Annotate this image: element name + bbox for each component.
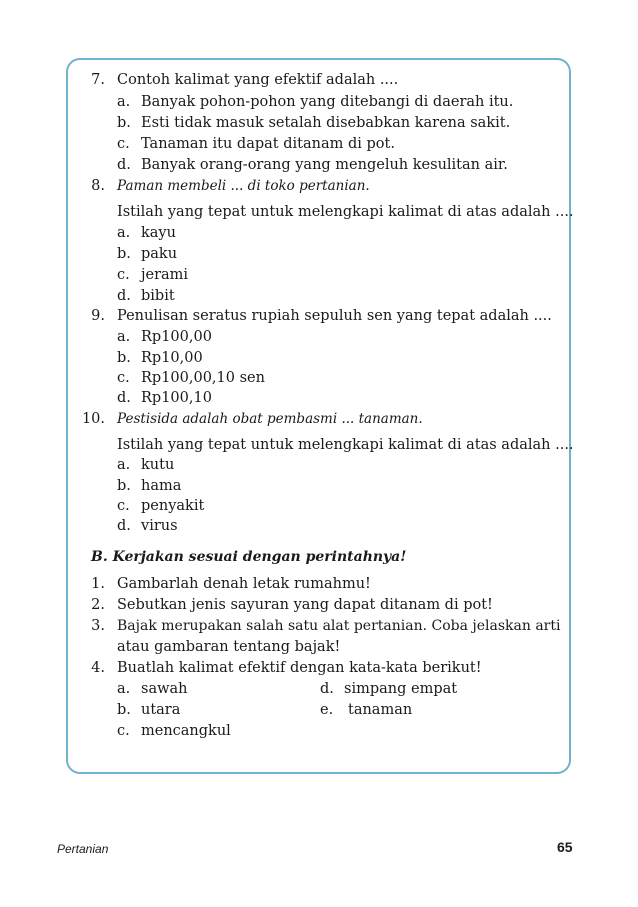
- option-letter: d.: [117, 518, 131, 534]
- task-text: Sebutkan jenis sayuran yang dapat ditanam di pot!: [117, 597, 493, 613]
- task-number: 3.: [91, 618, 105, 634]
- option-text: bibit: [141, 288, 175, 304]
- option-text: Rp100,00,10 sen: [141, 370, 265, 386]
- option-letter: c.: [117, 136, 130, 152]
- word-text: utara: [141, 702, 181, 718]
- page-number: 65: [557, 839, 573, 855]
- option-text: Banyak pohon-pohon yang ditebangi di daerah itu.: [141, 94, 514, 110]
- option-letter: b.: [117, 246, 131, 262]
- task-text: Buatlah kalimat efektif dengan kata-kata berikut!: [117, 660, 482, 676]
- task-number: 4.: [91, 660, 105, 676]
- option-text: Rp100,00: [141, 329, 212, 345]
- option-letter: d.: [117, 157, 131, 173]
- task-text: Gambarlah denah letak rumahmu!: [117, 576, 371, 592]
- option-text: hama: [141, 478, 182, 494]
- option-text: virus: [141, 518, 178, 534]
- word-text: sawah: [141, 681, 188, 697]
- option-letter: d.: [117, 390, 131, 406]
- word-text: simpang empat: [344, 681, 458, 697]
- option-letter: b.: [117, 478, 131, 494]
- option-text: jerami: [141, 267, 189, 283]
- task-number: 1.: [91, 576, 105, 592]
- option-text: Rp10,00: [141, 350, 203, 366]
- option-letter: c.: [117, 267, 130, 283]
- question-text: Contoh kalimat yang efektif adalah ....: [117, 72, 399, 88]
- option-letter: a.: [117, 225, 131, 241]
- option-letter: b.: [117, 115, 131, 131]
- question-number: 9.: [91, 308, 105, 324]
- word-letter: c.: [117, 723, 130, 739]
- question-prompt: Istilah yang tepat untuk melengkapi kalimat di atas adalah ....: [117, 204, 574, 220]
- option-text: Tanaman itu dapat ditanam di pot.: [141, 136, 395, 152]
- option-text: Rp100,10: [141, 390, 212, 406]
- option-letter: a.: [117, 329, 131, 345]
- option-text: Banyak orang-orang yang mengeluh kesulitan air.: [141, 157, 508, 173]
- option-text: paku: [141, 246, 178, 262]
- question-text: Pestisida adalah obat pembasmi ... tanaman.: [117, 411, 423, 427]
- word-letter: d.: [320, 681, 334, 697]
- question-number: 7.: [91, 72, 105, 88]
- option-letter: a.: [117, 94, 131, 110]
- word-text: tanaman: [348, 702, 413, 718]
- option-text: kutu: [141, 457, 175, 473]
- question-text: Paman membeli ... di toko pertanian.: [117, 178, 370, 194]
- question-number: 10.: [81, 411, 105, 427]
- question-text: Penulisan seratus rupiah sepuluh sen yang tepat adalah ....: [117, 308, 552, 324]
- option-letter: b.: [117, 350, 131, 366]
- option-text: Esti tidak masuk setalah disebabkan karena sakit.: [141, 115, 511, 131]
- task-text: Bajak merupakan salah satu alat pertanian. Coba jelaskan arti: [117, 618, 561, 634]
- task-number: 2.: [91, 597, 105, 613]
- word-letter: b.: [117, 702, 131, 718]
- option-letter: c.: [117, 370, 130, 386]
- question-number: 8.: [91, 178, 105, 194]
- word-letter: a.: [117, 681, 131, 697]
- footer-subject: Pertanian: [57, 842, 109, 856]
- word-text: mencangkul: [141, 723, 231, 739]
- option-letter: c.: [117, 498, 130, 514]
- task-text-continued: atau gambaran tentang bajak!: [117, 639, 341, 655]
- option-letter: a.: [117, 457, 131, 473]
- word-letter: e.: [320, 702, 334, 718]
- question-prompt: Istilah yang tepat untuk melengkapi kalimat di atas adalah ....: [117, 437, 574, 453]
- section-b-title: B. Kerjakan sesuai dengan perintahnya!: [91, 549, 407, 565]
- option-text: penyakit: [141, 498, 205, 514]
- option-letter: d.: [117, 288, 131, 304]
- option-text: kayu: [141, 225, 176, 241]
